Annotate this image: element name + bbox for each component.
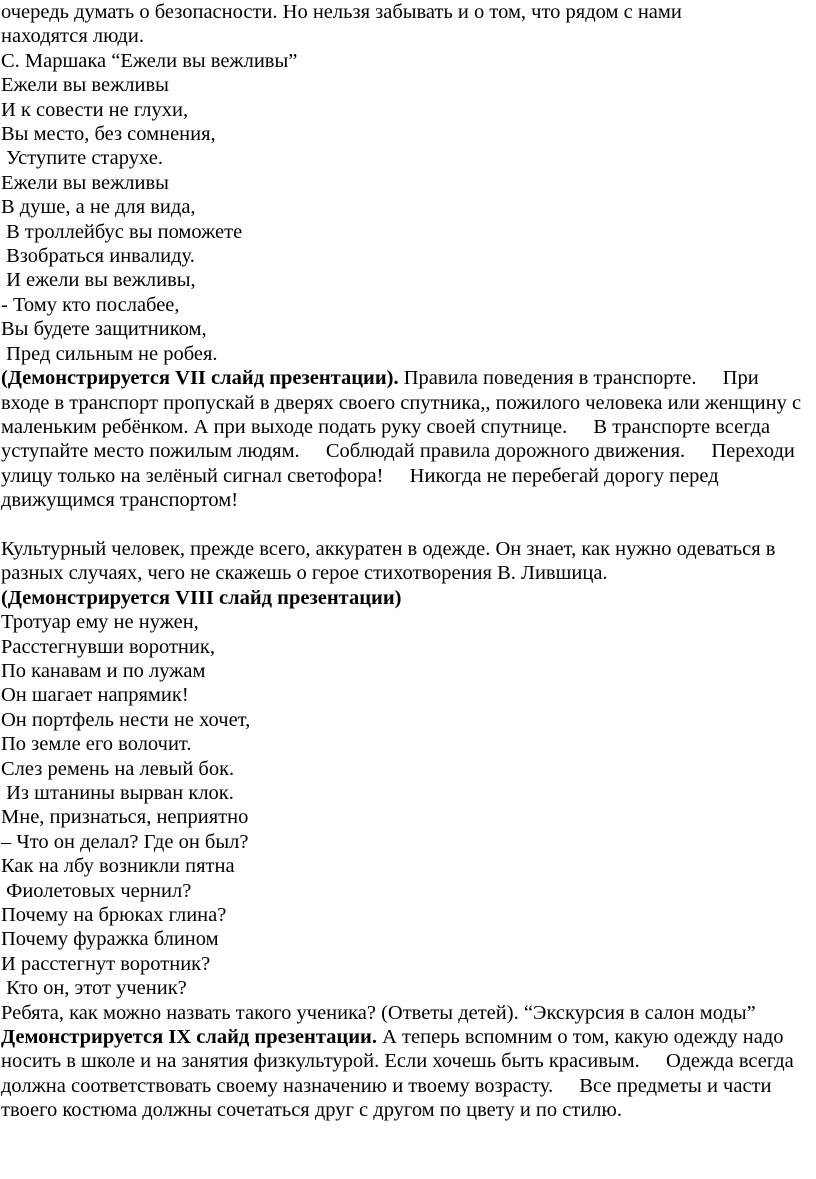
slide8-label: (Демонстрируется VIII слайд презентации) bbox=[1, 586, 402, 609]
poem-title: С. Маршака “Ежели вы вежливы” bbox=[1, 49, 298, 72]
poem-line: Кто он, этот ученик? bbox=[1, 977, 187, 1000]
text-line: очередь думать о безопасности. Но нельзя забывать и о том, что рядом с нами bbox=[1, 1, 682, 23]
poem-line: Расстегнувши воротник, bbox=[1, 635, 215, 658]
slide7-text: Правила поведения в транспорте. При входе в транспорт пропускай в дверях своего спутника,, пожилого человека или женщину с маленьким ребёнком. А при выходе подать руку своей спутнице. В транспорте всегда уступайте место пожилым людям. Соблюдай правила дорожного движения. Переходи улицу только на зелёный сигнал светофора! Никогда не перебегай дорогу перед движущимся транспортом! bbox=[1, 367, 810, 512]
poem-line: Вы место, без сомнения, bbox=[1, 123, 216, 146]
poem-marshak bbox=[1, 73, 812, 366]
poem-line: Почему фуражка блином bbox=[1, 928, 219, 951]
poem-line: Как на лбу возникли пятна bbox=[1, 855, 235, 878]
poem-line: Он шагает напрямик! bbox=[1, 684, 189, 707]
poem-line: Ежели вы вежливы bbox=[1, 171, 169, 194]
poem-line: И к совести не глухи, bbox=[1, 98, 189, 121]
poem-line: И ежели вы вежливы, bbox=[1, 269, 196, 292]
slide9-label: Демонстрируется IX слайд презентации. bbox=[1, 1026, 377, 1049]
poem-line: Тротуар ему не нужен, bbox=[1, 611, 199, 634]
poem-livshits bbox=[1, 610, 812, 1001]
slide7-paragraph bbox=[1, 366, 812, 512]
slide9-paragraph bbox=[1, 1025, 812, 1123]
poem-line: Почему на брюках глина? bbox=[1, 904, 227, 927]
poem-line: По земле его волочит. bbox=[1, 733, 192, 756]
poem-line: - Тому кто послабее, bbox=[1, 293, 180, 316]
poem-line: В троллейбус вы поможете bbox=[1, 220, 243, 243]
text-line: находятся люди. bbox=[1, 25, 144, 48]
poem-line: Уступите старухе. bbox=[1, 147, 163, 170]
children-question: Ребята, как можно назвать такого ученика? (Ответы детей). “Экскурсия в салон моды” bbox=[1, 1001, 756, 1024]
poem-line: В душе, а не для вида, bbox=[1, 196, 196, 219]
poem-line: Пред сильным не робея. bbox=[1, 342, 218, 365]
poem-line: И расстегнут воротник? bbox=[1, 952, 211, 975]
poem-line: Вы будете защитником, bbox=[1, 318, 207, 341]
poem-line: Фиолетовых чернил? bbox=[1, 879, 192, 902]
blank-line bbox=[1, 513, 812, 537]
poem-line: Он портфель нести не хочет, bbox=[1, 708, 251, 731]
poem-line: Слез ремень на левый бок. bbox=[1, 757, 235, 780]
poem-line: Мне, признаться, неприятно bbox=[1, 806, 249, 829]
poem-line: – Что он делал? Где он был? bbox=[1, 830, 249, 853]
slide9-text: А теперь вспомним о том, какую одежду надо носить в школе и на занятия физкультурой. Если хочешь быть красивым. Одежда всегда должна соответствовать своему назначению и твоему возрасту. Все предметы и части твоего костюма должны сочетаться друг с другом по цвету и по стилю. bbox=[1, 1026, 812, 1122]
culture-paragraph: Культурный человек, прежде всего, аккуратен в одежде. Он знает, как нужно одеваться в разных случаях, чего не скажешь о герое стихотворения В. Лившица. bbox=[1, 537, 776, 585]
poem-line: Взобраться инвалиду. bbox=[1, 245, 195, 268]
intro-block bbox=[1, 0, 812, 49]
poem-line: Из штанины вырван клок. bbox=[1, 781, 234, 804]
poem-line: Ежели вы вежливы bbox=[1, 74, 169, 97]
slide7-label: (Демонстрируется VII слайд презентации). bbox=[1, 367, 399, 390]
poem-line: По канавам и по лужам bbox=[1, 659, 206, 682]
